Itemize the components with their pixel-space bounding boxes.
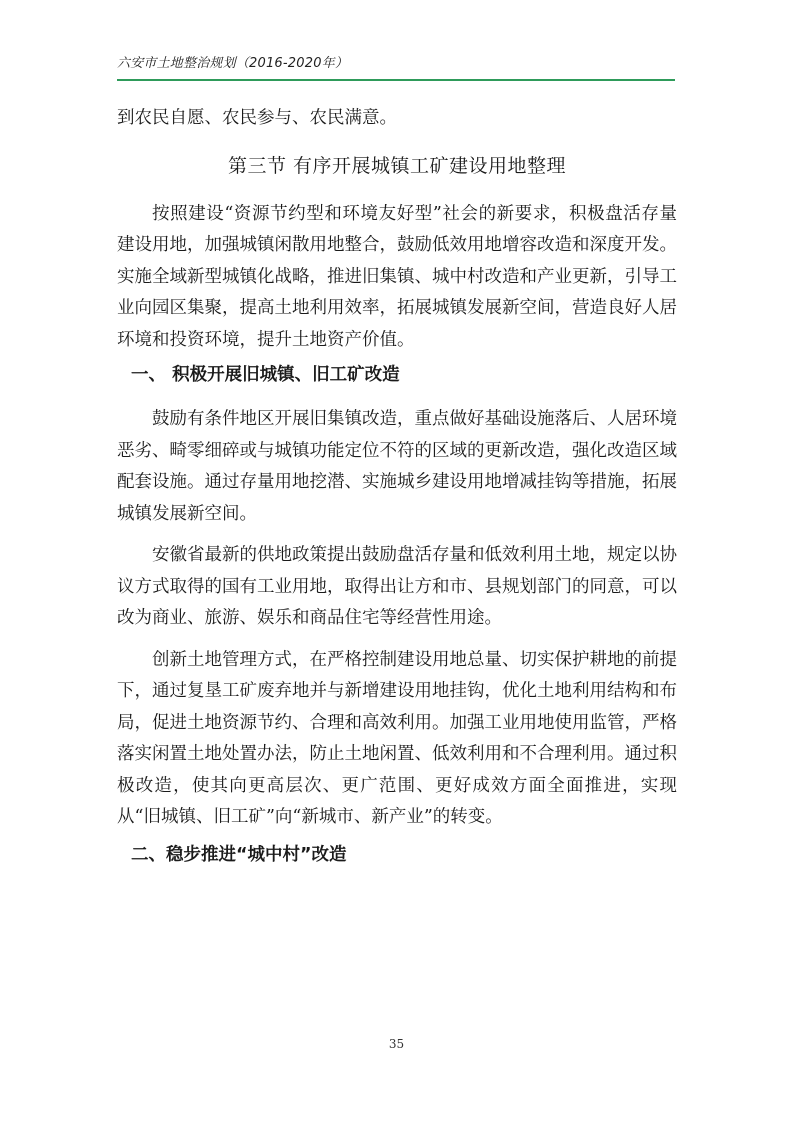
section-title: 第三节 有序开展城镇工矿建设用地整理 [227, 154, 567, 177]
paragraph-anhui-policy: 安徽省最新的供地政策提出鼓励盘活存量和低效利用土地，规定以协议方式取得的国有工业用地，取得出让方和市、县规划部门的同意，可以改为商业、旅游、娱乐和商品住宅等经营性用途。 [117, 545, 677, 628]
subheading-urban-villages: 二、稳步推进“城中村”改造 [131, 844, 347, 865]
header-rule [117, 79, 675, 81]
running-header: 六安市土地整治规划（2016-2020年） [117, 56, 349, 71]
paragraph-land-management: 创新土地管理方式，在严格控制建设用地总量、切实保护耕地的前提下，通过复垦工矿废弃地并与新增建设用地挂钩，优化土地利用结构和布局，促进土地资源节约、合理和高效利用。加强工业用地使用监管，严格落实闲置土地处置办法，防止土地闲置、低效利用和不合理利用。通过积极改造，使其向更高层次、更广范围、更好成效方面全面推进，实现从“旧城镇、旧工矿”向“新城市、新产业”的转变。 [117, 649, 677, 827]
paragraph-old-town-renewal: 鼓励有条件地区开展旧集镇改造，重点做好基础设施落后、人居环境恶劣、畸零细碎或与城镇功能定位不符的区域的更新改造，强化改造区域配套设施。通过存量用地挖潜、实施城乡建设用地增减挂钩等措施，拓展城镇发展新空间。 [117, 409, 677, 524]
continuation-paragraph: 到农民自愿、农民参与、农民满意。 [117, 108, 397, 128]
page-body [117, 103, 677, 884]
page-number: 35 [388, 1037, 405, 1051]
paragraph-spacer [117, 635, 677, 645]
paragraph-spacer [117, 530, 677, 540]
subheading-old-towns: 一、 积极开展旧城镇、旧工矿改造 [131, 365, 400, 385]
intro-paragraph: 按照建设“资源节约型和环境友好型”社会的新要求，积极盘活存量建设用地，加强城镇闲散用地整合，鼓励低效用地增容改造和深度开发。实施全域新型城镇化战略，推进旧集镇、城中村改造和产业更新，引导工业向园区集聚，提高土地利用效率，拓展城镇发展新空间，营造良好人居环境和投资环境，提升土地资产价值。 [117, 203, 677, 350]
